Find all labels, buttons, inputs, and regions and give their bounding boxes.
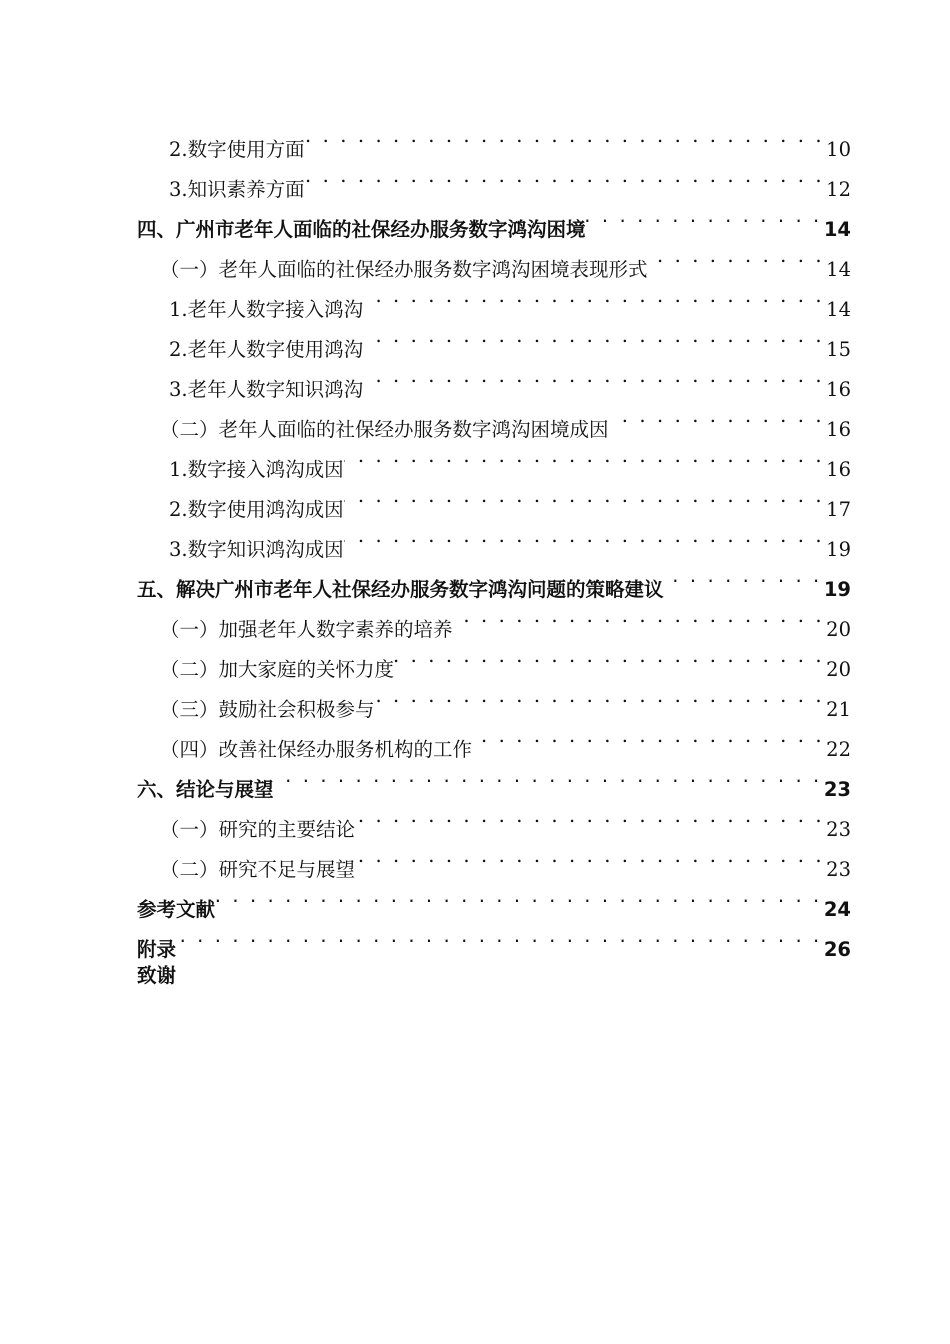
dot-leader — [586, 196, 822, 236]
toc-entry[interactable] — [137, 116, 851, 161]
dot-leader — [176, 916, 822, 956]
dot-leader — [355, 836, 824, 876]
toc-entry-page: 16 — [826, 378, 851, 401]
toc-entry-page: 21 — [826, 698, 851, 721]
toc-entry-title: 2.数字使用鸿沟成因 — [169, 498, 344, 521]
toc-entry-page: 14 — [826, 258, 851, 281]
toc-entry-page: 20 — [826, 618, 851, 641]
toc-entry-title: 四、广州市老年人面临的社保经办服务数字鸿沟困境 — [137, 218, 586, 241]
dot-leader — [355, 796, 824, 836]
toc-entry-title: （二）老年人面临的社保经办服务数字鸿沟困境成因 — [160, 418, 609, 441]
toc-entry-page: 16 — [826, 458, 851, 481]
dot-leader — [215, 876, 822, 916]
toc-entry-title: 2.数字使用方面 — [169, 138, 305, 161]
toc-entry-title: （一）老年人面临的社保经办服务数字鸿沟困境表现形式 — [160, 258, 648, 281]
toc-entry-page: 23 — [826, 818, 851, 841]
toc-entry-page: 15 — [826, 338, 851, 361]
toc-entry-title: 附录 — [137, 938, 177, 961]
toc-entry-page: 19 — [823, 578, 851, 601]
dot-leader — [363, 316, 824, 356]
toc-entry-title: （三）鼓励社会积极参与 — [160, 698, 375, 721]
toc-entry-title: （一）加强老年人数字素养的培养 — [160, 618, 453, 641]
toc-entry[interactable] — [137, 916, 851, 961]
toc-entry-page: 23 — [826, 858, 851, 881]
toc-entry-page: 17 — [826, 498, 851, 521]
toc-entry-title: 参考文献 — [137, 898, 216, 921]
toc-entry-page: 16 — [826, 418, 851, 441]
toc-entry-title: （二）加大家庭的关怀力度 — [160, 658, 395, 681]
toc-entry-title: 3.老年人数字知识鸿沟 — [169, 378, 364, 401]
dot-leader — [472, 716, 824, 756]
dot-leader — [664, 556, 822, 596]
dot-leader — [274, 756, 822, 796]
dot-leader — [648, 236, 825, 276]
toc-entry-page: 14 — [826, 298, 851, 321]
toc-entry-page: 10 — [826, 138, 851, 161]
toc-entry-title: 六、结论与展望 — [137, 778, 274, 801]
toc-entry-title: 2.老年人数字使用鸿沟 — [169, 338, 364, 361]
toc-entry-title: 1.数字接入鸿沟成因 — [169, 458, 344, 481]
toc-entry-page: 26 — [823, 938, 851, 961]
toc-entry-page: 24 — [823, 898, 851, 921]
dot-leader — [375, 676, 825, 716]
toc-entry-title: 致谢 — [137, 964, 177, 987]
toc-entry-page: 19 — [826, 538, 851, 561]
toc-entry-page: 22 — [826, 738, 851, 761]
toc-entry-page: 23 — [823, 778, 851, 801]
table-of-contents — [137, 116, 851, 996]
toc-entry[interactable] — [137, 956, 851, 996]
toc-entry-title: 3.知识素养方面 — [169, 178, 305, 201]
dot-leader — [363, 276, 824, 316]
toc-entry-title: 3.数字知识鸿沟成因 — [169, 538, 344, 561]
toc-entry-title: 1.老年人数字接入鸿沟 — [169, 298, 364, 321]
toc-entry-title: （二）研究不足与展望 — [160, 858, 356, 881]
dot-leader — [453, 596, 825, 636]
dot-leader — [609, 396, 825, 436]
dot-leader — [344, 516, 825, 556]
dot-leader — [394, 636, 824, 676]
toc-entry-title: （一）研究的主要结论 — [160, 818, 356, 841]
dot-leader — [363, 356, 824, 396]
dot-leader — [305, 156, 825, 196]
dot-leader — [344, 476, 825, 516]
toc-entry-page: 12 — [826, 178, 851, 201]
dot-leader — [344, 436, 825, 476]
toc-entry[interactable] — [137, 876, 851, 921]
dot-leader — [305, 116, 825, 156]
toc-entry-page: 20 — [826, 658, 851, 681]
toc-entry-page: 14 — [823, 218, 851, 241]
toc-entry-title: （四）改善社保经办服务机构的工作 — [160, 738, 473, 761]
toc-entry-title: 五、解决广州市老年人社保经办服务数字鸿沟问题的策略建议 — [137, 578, 664, 601]
